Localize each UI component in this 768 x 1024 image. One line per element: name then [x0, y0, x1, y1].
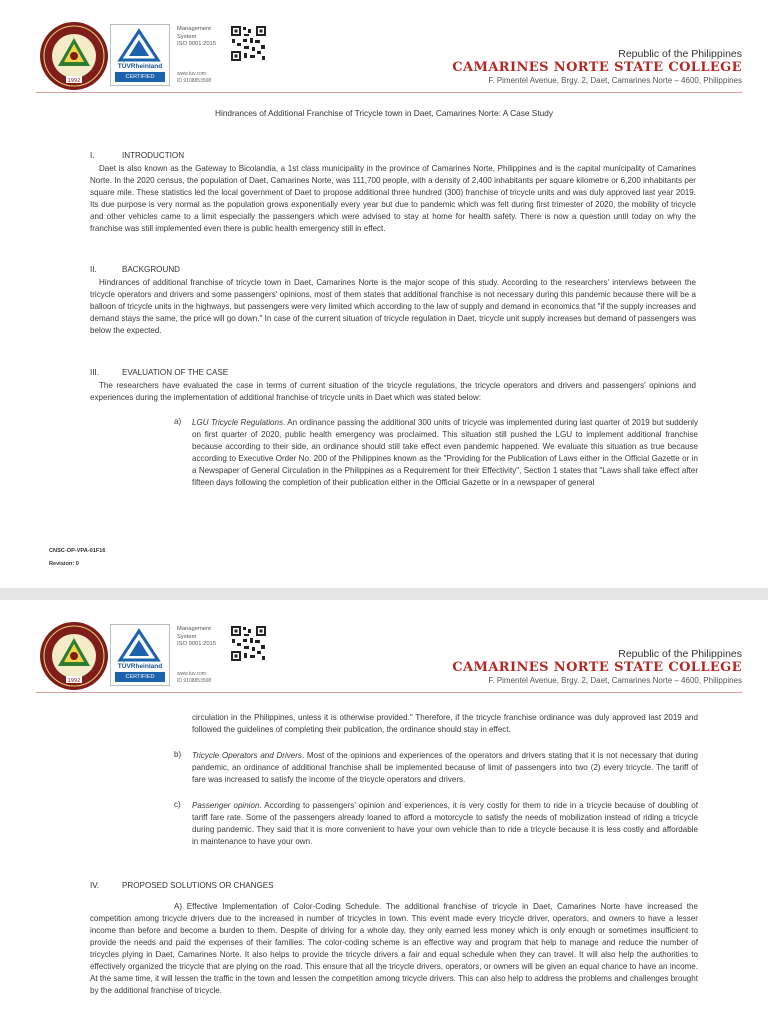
section-number: III.	[90, 368, 99, 377]
qr-code-icon	[230, 625, 267, 662]
section-paragraph: Hindrances of additional franchise of tricycle town in Daet, Camarines Norte is the major scope of this study. According to the researchers' interviews between the tricycle operators and drivers and some passengers' opinions, most of them states that additional franchise is not necessary during this pandemic because there will be a balloon of tricycle units in the highways, but passengers were very limited which according to the law of supply and demand in economics that "if the supply increases and demand stays the same, the price will go down." In case of the current situation of tricycle regulation in Daet, tricycle unit supply increases but demand of passengers was below the expected.	[90, 278, 696, 335]
tuv-id: ID 9108853508	[177, 77, 212, 84]
letterhead-text	[452, 648, 742, 686]
section-paragraph: Daet is also known as the Gateway to Bicolandia, a 1st class municipality in the province of Camarines Norte, Philippines and is the capital municipality of Camarines Norte. In the 2020 census, the population of Daet, Camarines Norte, was 111,700 people, with a density of 2,400 inhabitants per square kilometre or 6,200 inhabitants per square mile. These statistics led the local government of Daet to propose additional three hundred (300) franchise of tricycle units and was duly approved last year 2019. Its due purpose is very normal as the population grows exponentially every year but due to pandemic which was felt during first trimester of 2020, the mobility of tricycle and other vehicles came to a limit especially the passengers which were advised to stay at home for health safety. There is now a question until today on why the franchise was still implemented even there is public health emergency still in effect.	[90, 164, 696, 233]
letterhead	[0, 600, 768, 698]
list-marker: c)	[174, 800, 181, 809]
tuv-certified-label: CERTIFIED	[115, 672, 165, 682]
college-address: F. Pimentel Avenue, Brgy. 2, Daet, Camarines Norte – 4600, Philippines	[488, 676, 742, 685]
list-item-text	[192, 800, 698, 848]
list-item-lead: LGU Tricycle Regulations	[192, 418, 284, 427]
tuv-triangle-icon	[116, 628, 162, 664]
section-heading	[90, 265, 696, 277]
list-item-text	[192, 750, 698, 786]
list-item-lead: Passenger opinion	[192, 801, 260, 810]
college-address: F. Pimentel Avenue, Brgy. 2, Daet, Camarines Norte – 4600, Philippines	[488, 76, 742, 85]
header-divider	[36, 92, 742, 93]
tuv-id: ID 9108853508	[177, 677, 212, 684]
college-name: CAMARINES NORTE STATE COLLEGE	[452, 60, 742, 75]
tuv-url-id	[177, 71, 211, 84]
section-title: EVALUATION OF THE CASE	[122, 368, 229, 377]
college-name: CAMARINES NORTE STATE COLLEGE	[452, 660, 742, 675]
qr-graphic	[230, 625, 267, 662]
list-item-body: . According to passengers' opinion and experiences, it is very costly for them to ride in a tricycle because of doubling of tariff fare rate. Some of the passengers already loaned to afford a motorcycle to satisfy the needs of mobilization instead of riding a tricycle during pandemic. They said that it is more convenient to have your own vehicle than to ride a tricycle because it is less costly and affordable in maintenance to have your own.	[192, 801, 698, 846]
tuv-web: www.tuv.com	[177, 71, 207, 77]
section-title: BACKGROUND	[122, 265, 181, 274]
form-code: CNSC-OP-VPA-01F16	[49, 548, 106, 554]
tuv-certification-badge	[110, 24, 170, 86]
management-system-text	[177, 626, 216, 649]
section-introduction	[90, 151, 696, 235]
section-title: PROPOSED SOLUTIONS OR CHANGES	[122, 881, 274, 890]
continuation-text: circulation in the Philippines, unless it is otherwise provided." Therefore, if the tricycle franchise ordinance was duly approved last 2019 and followed the guidelines of completing their publication, the ordinance should stay in effect.	[192, 713, 698, 734]
republic-label: Republic of the Philippines	[618, 648, 742, 660]
section-proposed-solutions	[90, 881, 698, 893]
tuv-certification-badge	[110, 624, 170, 686]
qr-graphic	[230, 25, 267, 62]
section-number: I.	[90, 151, 95, 160]
section-number: IV.	[90, 881, 100, 890]
header-divider	[36, 692, 742, 693]
qr-code-icon	[230, 25, 267, 62]
form-revision: Revision: 0	[49, 561, 79, 567]
letterhead	[0, 0, 768, 98]
mgmt-line: ISO 9001:2015	[177, 641, 216, 647]
seal-graphic	[38, 20, 110, 92]
management-system-text	[177, 26, 216, 49]
section-paragraph: The researchers have evaluated the case in terms of current situation of the tricycle regulations, the tricycle operators and drivers and passengers' opinions and experiences during the implementation of additional franchise of tricycle units in Daet which was stated below:	[90, 381, 696, 402]
tuv-triangle-icon	[116, 28, 162, 64]
section-background	[90, 265, 696, 337]
section-number: II.	[90, 265, 97, 274]
college-seal-logo	[38, 20, 110, 92]
tuv-brand-name: TÜVRheinland	[117, 663, 163, 670]
list-marker: a)	[174, 417, 182, 426]
list-item-body: . An ordinance passing the additional 300 units of tricycle was implemented during last quarter of 2019 but suddenly on first quarter of 2020, public health emergency was proclaimed. This situation still pushed the LGU to implement additional franchise because according to their side, an ordinance should still take effect even pandemic happened. We evaluate this situation as true because according to Executive Order No. 200 of the Philippines known as the "Providing for the Publication of Laws either in the Official Gazette or in a Newspaper of General Circulation in the Philippines as a Requirement for their Effectivity", Section 1 states that "Laws shall take effect after fifteen days following the completion of their publication either in the Official Gazette or in a newspaper of general	[192, 418, 698, 487]
continuation-paragraph	[174, 712, 698, 736]
section-evaluation	[90, 368, 696, 404]
tuv-certified-label: CERTIFIED	[115, 72, 165, 82]
seal-year: 1992	[67, 78, 81, 84]
mgmt-line: Management	[177, 26, 211, 32]
mgmt-line: ISO 9001:2015	[177, 41, 216, 47]
tuv-web: www.tuv.com	[177, 671, 207, 677]
seal-graphic	[38, 620, 110, 692]
document-page-2	[0, 600, 768, 1024]
list-item-body: . Most of the opinions and experiences of the operators and drivers stating that it is not necessary that during pandemic, an ordinance of additional franchise shall be implemented because of limit of passengers into two (2) every tricycle. The tariff of fare was increased to satisfy the income of the tricycle operators and drivers.	[192, 751, 698, 784]
list-item	[174, 417, 698, 489]
mgmt-line: System	[177, 33, 197, 40]
section-title: INTRODUCTION	[122, 151, 185, 160]
college-seal-logo	[38, 620, 110, 692]
document-title: Hindrances of Additional Franchise of Tricycle town in Daet, Camarines Norte: A Case Study	[214, 108, 554, 118]
list-item	[174, 800, 698, 848]
section-heading	[90, 881, 698, 893]
list-item-lead: Tricycle Operators and Drivers	[192, 751, 302, 760]
list-item-text	[192, 417, 698, 489]
tuv-brand-name: TÜVRheinland	[117, 63, 163, 70]
list-marker: b)	[174, 750, 182, 759]
page-separator	[0, 588, 768, 600]
section-heading	[90, 368, 696, 380]
mgmt-line: System	[177, 633, 197, 640]
seal-year: 1992	[67, 678, 81, 684]
section-paragraph: A) Effective Implementation of Color-Coding Schedule. The additional franchise of tricycle in Daet, Camarines Norte have increased the competition among tricycle drivers due to the increased in number of tricycles in town. This event made every tricycle driver, operators, and owners to have a lesser income than before and become a burden to them. Despite of driving for a whole day, they only earned less money which is only enough or sometimes insufficient to provide the needs and paid the expenses of their families. The color-coding scheme is an effective way and program that help to manage and reduce the number of tricycles plying in Daet, Camarines Norte. It also helps to provide the tricycle drivers a fair and equal schedule when they can travel. It will also help the authorities to effectively organized the tricycle that are plying on the road. This ensure that all the tricycle drivers, operators, or owners will be given an equal chance to have an income. At the same time, it will lessen the traffic in the town and lessen the competition among tricycle drivers. This can also help to address the problems and challenges brought by the additional franchise of tricycle.	[90, 902, 698, 995]
republic-label: Republic of the Philippines	[618, 48, 742, 60]
list-item	[174, 750, 698, 786]
section-heading	[90, 151, 696, 163]
mgmt-line: Management	[177, 626, 211, 632]
tuv-url-id	[177, 671, 211, 684]
letterhead-text	[452, 48, 742, 86]
